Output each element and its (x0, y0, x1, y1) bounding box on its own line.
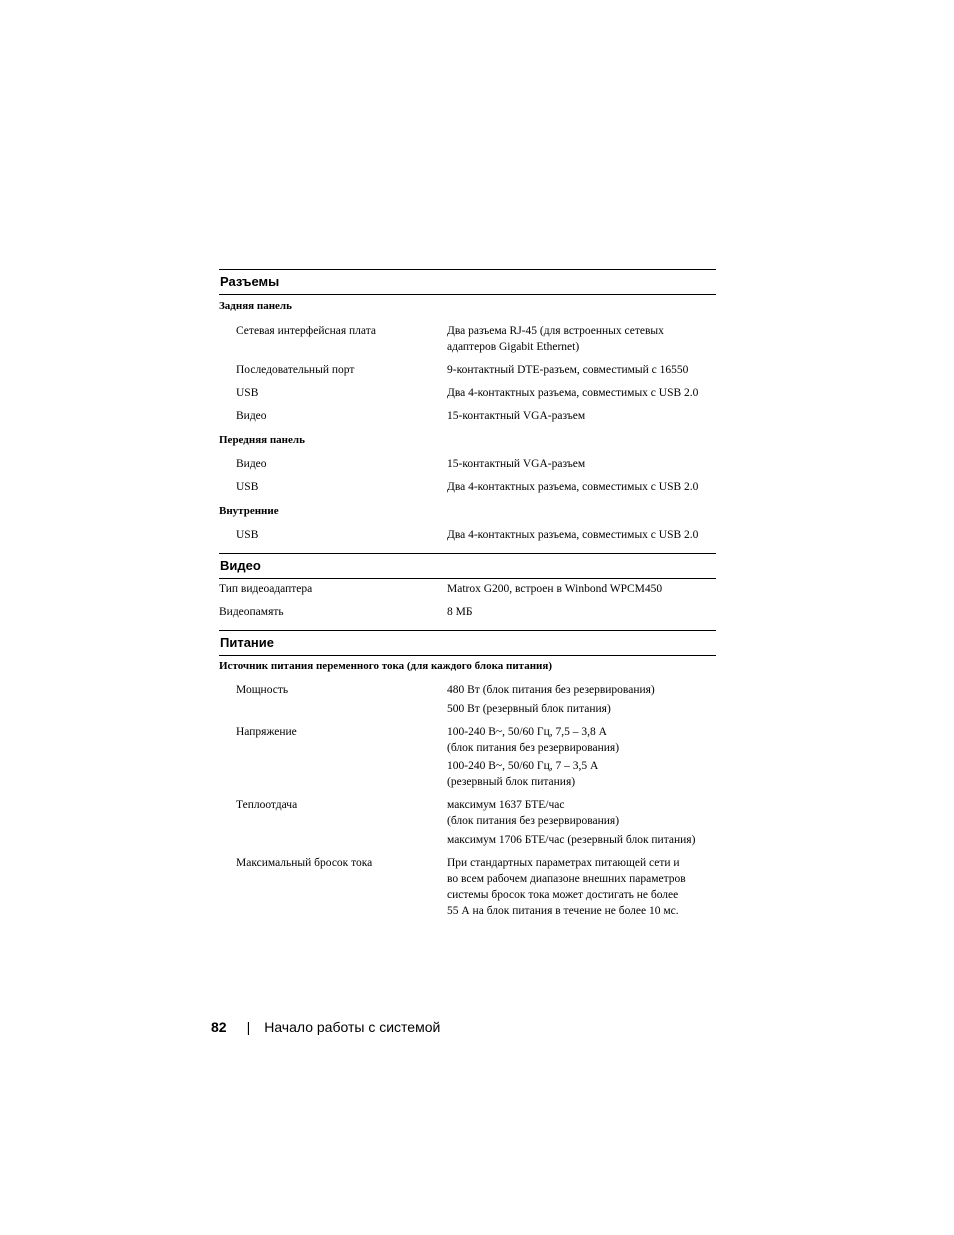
spec-label: Видео (236, 410, 267, 422)
spec-label: Тип видеоадаптера (219, 583, 313, 595)
spec-value: 100-240 В~, 50/60 Гц, 7,5 – 3,8 А (блок питания без резервирования) 100-240 В~, 50/60 Гц, 7 – 3,5 А (резервный блок питания) (447, 726, 620, 788)
page-footer (211, 1017, 440, 1037)
spec-value: 480 Вт (блок питания без резервирования) 500 Вт (резервный блок питания) (447, 684, 655, 715)
spec-row (219, 797, 716, 848)
spec-row (219, 527, 716, 543)
spec-value: Два 4-контактных разъема, совместимых с USB 2.0 (447, 529, 699, 541)
spec-label: Видео (236, 458, 267, 470)
subheading-front-panel: Передняя панель (219, 434, 305, 446)
subheading-back-panel: Задняя панель (219, 300, 292, 312)
spec-table (219, 269, 716, 919)
spec-row (219, 479, 716, 495)
spec-row (219, 408, 716, 424)
spec-value: 9-контактный DTE-разъем, совместимый с 16550 (447, 364, 689, 376)
section-heading-power: Питание (219, 630, 716, 656)
spec-row (219, 323, 716, 355)
spec-label: Последовательный порт (236, 364, 355, 376)
spec-value: максимум 1637 БТЕ/час (блок питания без резервирования) максимум 1706 БТЕ/час (резервный блок питания) (447, 799, 696, 846)
spec-value: Matrox G200, встроен в Winbond WPCM450 (447, 583, 663, 595)
spec-row (219, 385, 716, 401)
footer-separator: | (246, 1019, 251, 1035)
subheading-ac-power: Источник питания переменного тока (для каждого блока питания) (219, 660, 552, 672)
spec-value: 15-контактный VGA-разъем (447, 410, 586, 422)
spec-row (219, 855, 716, 919)
spec-label: Теплоотдача (236, 799, 298, 811)
spec-row (219, 362, 716, 378)
spec-row (219, 604, 716, 620)
spec-row (219, 456, 716, 472)
spec-row (219, 724, 716, 790)
spec-value: 15-контактный VGA-разъем (447, 458, 586, 470)
subheading-internal: Внутренние (219, 505, 279, 517)
spec-label: USB (236, 529, 259, 541)
spec-label: USB (236, 387, 259, 399)
spec-value: Два 4-контактных разъема, совместимых с USB 2.0 (447, 387, 699, 399)
spec-value: Два 4-контактных разъема, совместимых с USB 2.0 (447, 481, 699, 493)
page-number: 82 (211, 1019, 227, 1035)
spec-label: Видеопамять (219, 606, 284, 618)
spec-label: Сетевая интерфейсная плата (236, 325, 376, 337)
spec-row (219, 581, 716, 597)
spec-label: Максимальный бросок тока (236, 857, 373, 869)
spec-row (219, 682, 716, 717)
footer-title: Начало работы с системой (264, 1019, 441, 1035)
spec-label: Мощность (236, 684, 289, 696)
section-heading-video: Видео (219, 553, 716, 579)
spec-value: При стандартных параметрах питающей сети и во всем рабочем диапазоне внешних параметров системы бросок тока может достигать не более 55 А на блок питания в течение не более 10 мс. (447, 857, 686, 917)
spec-label: Напряжение (236, 726, 297, 738)
spec-label: USB (236, 481, 259, 493)
spec-value: 8 МБ (447, 606, 473, 618)
spec-value: Два разъема RJ-45 (для встроенных сетевых адаптеров Gigabit Ethernet) (447, 325, 664, 353)
section-heading-connectors: Разъемы (219, 269, 716, 295)
